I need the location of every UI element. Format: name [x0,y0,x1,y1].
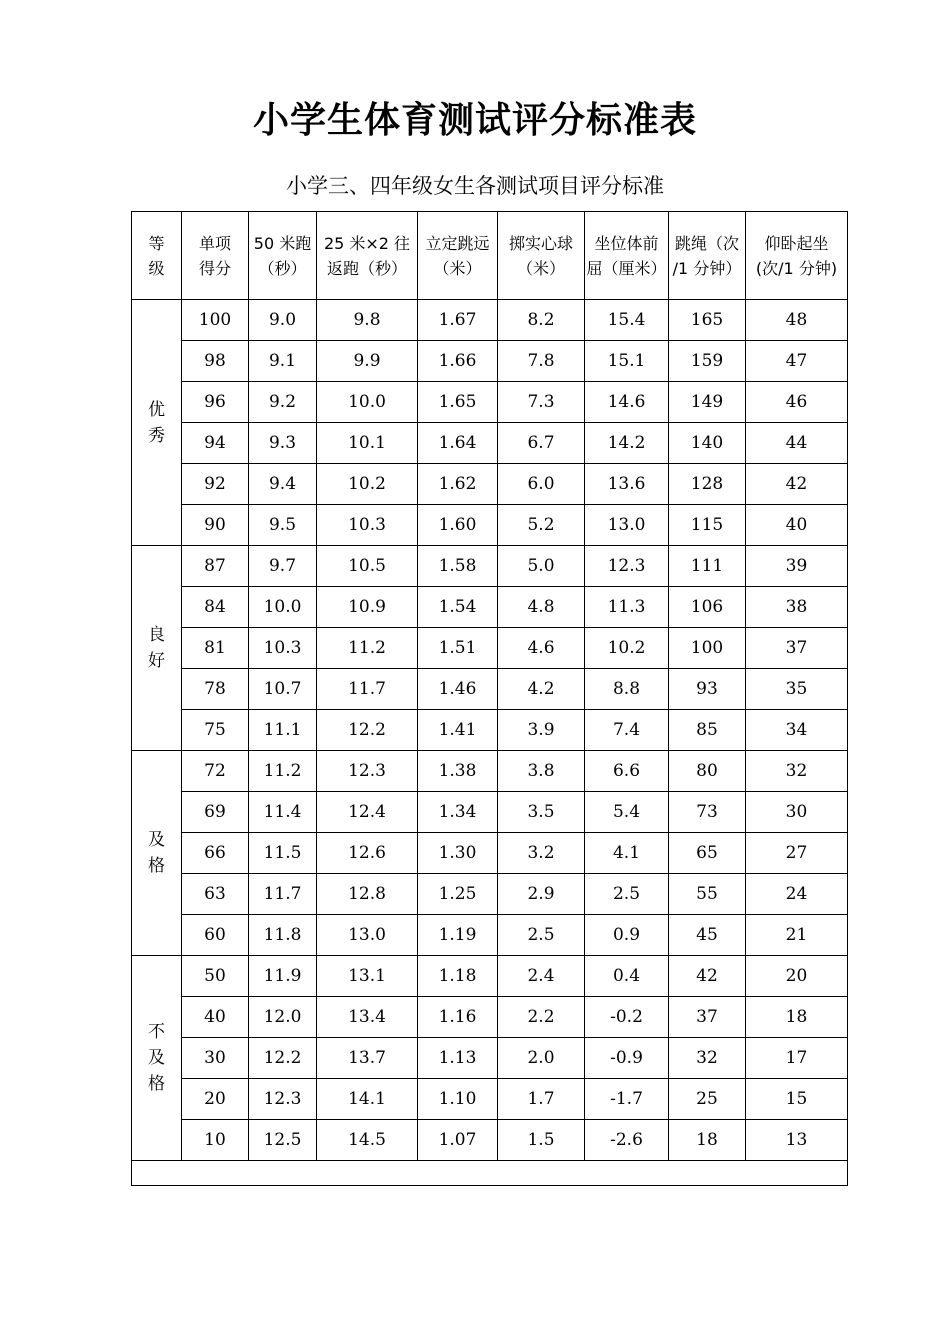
table-row [132,1120,848,1161]
medicine-ball-throw-cell: 3.2 [498,833,585,874]
score-cell: 75 [182,710,249,751]
score-cell: 40 [182,997,249,1038]
grade-label-char: 格 [148,1074,165,1094]
50m-run-cell: 9.1 [249,341,317,382]
jump-rope-cell: 42 [669,956,746,997]
sit-ups-cell: 40 [746,505,848,546]
sit-and-reach-cell: 0.9 [585,915,669,956]
table-row [132,300,848,341]
score-cell: 30 [182,1038,249,1079]
sit-ups-cell: 24 [746,874,848,915]
25mx2-shuttle-cell: 11.7 [317,669,418,710]
sit-ups-cell: 39 [746,546,848,587]
sit-ups-cell: 46 [746,382,848,423]
standing-long-jump-cell: 1.10 [418,1079,498,1120]
score-cell: 20 [182,1079,249,1120]
header-score: 单项 得分 [182,212,249,300]
sit-and-reach-cell: 13.0 [585,505,669,546]
table-row [132,997,848,1038]
score-cell: 60 [182,915,249,956]
score-cell: 92 [182,464,249,505]
table-row [132,792,848,833]
50m-run-cell: 9.3 [249,423,317,464]
25mx2-shuttle-cell: 10.3 [317,505,418,546]
grade-cell [132,751,182,956]
grade-label-char: 及 [148,1048,165,1068]
table-row [132,423,848,464]
jump-rope-cell: 18 [669,1120,746,1161]
score-cell: 78 [182,669,249,710]
page-subtitle: 小学三、四年级女生各测试项目评分标准 [286,174,664,198]
sit-ups-cell: 18 [746,997,848,1038]
jump-rope-cell: 25 [669,1079,746,1120]
sit-and-reach-cell: 14.6 [585,382,669,423]
scoring-table [131,211,848,1186]
standing-long-jump-cell: 1.67 [418,300,498,341]
score-cell: 50 [182,956,249,997]
sit-and-reach-cell: -0.2 [585,997,669,1038]
25mx2-shuttle-cell: 10.5 [317,546,418,587]
25mx2-shuttle-cell: 10.0 [317,382,418,423]
medicine-ball-throw-cell: 2.2 [498,997,585,1038]
standing-long-jump-cell: 1.41 [418,710,498,751]
medicine-ball-throw-cell: 5.0 [498,546,585,587]
jump-rope-cell: 106 [669,587,746,628]
score-cell: 69 [182,792,249,833]
25mx2-shuttle-cell: 10.2 [317,464,418,505]
standing-long-jump-cell: 1.54 [418,587,498,628]
score-cell: 66 [182,833,249,874]
50m-run-cell: 11.9 [249,956,317,997]
jump-rope-cell: 55 [669,874,746,915]
standing-long-jump-cell: 1.58 [418,546,498,587]
25mx2-shuttle-cell: 10.1 [317,423,418,464]
sit-ups-cell: 47 [746,341,848,382]
jump-rope-cell: 111 [669,546,746,587]
table-row [132,1079,848,1120]
grade-label-char: 优 [148,399,165,420]
sit-ups-cell: 21 [746,915,848,956]
sit-ups-cell: 32 [746,751,848,792]
header-grade: 等 级 [132,212,182,300]
25mx2-shuttle-cell: 12.6 [317,833,418,874]
table-row [132,751,848,792]
sit-ups-cell: 20 [746,956,848,997]
header-sit-ups: 仰卧起坐 (次/1 分钟) [746,212,848,300]
standing-long-jump-cell: 1.46 [418,669,498,710]
table-row [132,587,848,628]
header-50m-run: 50 米跑 （秒） [249,212,317,300]
sit-ups-cell: 48 [746,300,848,341]
header-medicine-ball-throw: 掷实心球 （米） [498,212,585,300]
50m-run-cell: 10.0 [249,587,317,628]
medicine-ball-throw-cell: 4.2 [498,669,585,710]
header-sit-and-reach: 坐位体前 屈（厘米） [585,212,669,300]
score-cell: 96 [182,382,249,423]
25mx2-shuttle-cell: 12.2 [317,710,418,751]
score-cell: 87 [182,546,249,587]
25mx2-shuttle-cell: 12.3 [317,751,418,792]
sit-and-reach-cell: 11.3 [585,587,669,628]
medicine-ball-throw-cell: 4.8 [498,587,585,628]
grade-cell [132,956,182,1161]
score-cell: 94 [182,423,249,464]
empty-footer-cell [132,1161,848,1186]
50m-run-cell: 12.0 [249,997,317,1038]
medicine-ball-throw-cell: 3.8 [498,751,585,792]
jump-rope-cell: 140 [669,423,746,464]
medicine-ball-throw-cell: 1.5 [498,1120,585,1161]
25mx2-shuttle-cell: 10.9 [317,587,418,628]
grade-label-char: 秀 [148,425,165,446]
sit-and-reach-cell: 15.1 [585,341,669,382]
score-cell: 81 [182,628,249,669]
jump-rope-cell: 93 [669,669,746,710]
sit-ups-cell: 15 [746,1079,848,1120]
medicine-ball-throw-cell: 8.2 [498,300,585,341]
medicine-ball-throw-cell: 2.5 [498,915,585,956]
table-row [132,1038,848,1079]
standing-long-jump-cell: 1.34 [418,792,498,833]
jump-rope-cell: 80 [669,751,746,792]
sit-and-reach-cell: 14.2 [585,423,669,464]
sit-and-reach-cell: 4.1 [585,833,669,874]
table-row [132,546,848,587]
50m-run-cell: 9.2 [249,382,317,423]
25mx2-shuttle-cell: 14.1 [317,1079,418,1120]
table-row [132,628,848,669]
standing-long-jump-cell: 1.19 [418,915,498,956]
sit-ups-cell: 38 [746,587,848,628]
50m-run-cell: 12.3 [249,1079,317,1120]
sit-ups-cell: 30 [746,792,848,833]
sit-and-reach-cell: 12.3 [585,546,669,587]
25mx2-shuttle-cell: 12.4 [317,792,418,833]
50m-run-cell: 11.8 [249,915,317,956]
50m-run-cell: 9.4 [249,464,317,505]
medicine-ball-throw-cell: 1.7 [498,1079,585,1120]
sit-ups-cell: 42 [746,464,848,505]
jump-rope-cell: 165 [669,300,746,341]
sit-and-reach-cell: 10.2 [585,628,669,669]
standing-long-jump-cell: 1.38 [418,751,498,792]
medicine-ball-throw-cell: 4.6 [498,628,585,669]
standing-long-jump-cell: 1.65 [418,382,498,423]
25mx2-shuttle-cell: 11.2 [317,628,418,669]
standing-long-jump-cell: 1.51 [418,628,498,669]
page-title: 小学生体育测试评分标准表 [252,100,697,141]
standing-long-jump-cell: 1.07 [418,1120,498,1161]
sit-ups-cell: 27 [746,833,848,874]
25mx2-shuttle-cell: 13.1 [317,956,418,997]
grade-label-char: 及 [148,830,165,850]
sit-and-reach-cell: 0.4 [585,956,669,997]
medicine-ball-throw-cell: 2.4 [498,956,585,997]
standing-long-jump-cell: 1.64 [418,423,498,464]
jump-rope-cell: 73 [669,792,746,833]
medicine-ball-throw-cell: 7.3 [498,382,585,423]
sit-and-reach-cell: 5.4 [585,792,669,833]
score-cell: 63 [182,874,249,915]
score-cell: 90 [182,505,249,546]
standing-long-jump-cell: 1.16 [418,997,498,1038]
25mx2-shuttle-cell: 13.7 [317,1038,418,1079]
50m-run-cell: 9.0 [249,300,317,341]
medicine-ball-throw-cell: 2.9 [498,874,585,915]
25mx2-shuttle-cell: 9.9 [317,341,418,382]
standing-long-jump-cell: 1.30 [418,833,498,874]
sit-and-reach-cell: 8.8 [585,669,669,710]
header-standing-long-jump: 立定跳远 （米） [418,212,498,300]
50m-run-cell: 9.7 [249,546,317,587]
sit-and-reach-cell: 13.6 [585,464,669,505]
sit-ups-cell: 13 [746,1120,848,1161]
score-cell: 72 [182,751,249,792]
50m-run-cell: 12.5 [249,1120,317,1161]
medicine-ball-throw-cell: 3.9 [498,710,585,751]
standing-long-jump-cell: 1.25 [418,874,498,915]
table-row [132,833,848,874]
table-row [132,956,848,997]
25mx2-shuttle-cell: 9.8 [317,300,418,341]
50m-run-cell: 11.1 [249,710,317,751]
25mx2-shuttle-cell: 13.4 [317,997,418,1038]
grade-cell [132,546,182,751]
jump-rope-cell: 85 [669,710,746,751]
sit-and-reach-cell: 7.4 [585,710,669,751]
table-row [132,341,848,382]
jump-rope-cell: 100 [669,628,746,669]
50m-run-cell: 11.5 [249,833,317,874]
jump-rope-cell: 159 [669,341,746,382]
medicine-ball-throw-cell: 5.2 [498,505,585,546]
medicine-ball-throw-cell: 2.0 [498,1038,585,1079]
sit-ups-cell: 44 [746,423,848,464]
50m-run-cell: 9.5 [249,505,317,546]
50m-run-cell: 11.7 [249,874,317,915]
table-footer-row [132,1161,848,1186]
jump-rope-cell: 37 [669,997,746,1038]
table-row [132,505,848,546]
standing-long-jump-cell: 1.62 [418,464,498,505]
header-25mx2-shuttle: 25 米×2 往 返跑（秒） [317,212,418,300]
score-cell: 98 [182,341,249,382]
sit-ups-cell: 34 [746,710,848,751]
standing-long-jump-cell: 1.13 [418,1038,498,1079]
grade-label-char: 不 [148,1022,165,1042]
table-row [132,669,848,710]
score-cell: 84 [182,587,249,628]
standing-long-jump-cell: 1.66 [418,341,498,382]
score-cell: 10 [182,1120,249,1161]
medicine-ball-throw-cell: 6.0 [498,464,585,505]
sit-and-reach-cell: 6.6 [585,751,669,792]
50m-run-cell: 11.4 [249,792,317,833]
sit-and-reach-cell: -2.6 [585,1120,669,1161]
jump-rope-cell: 128 [669,464,746,505]
50m-run-cell: 12.2 [249,1038,317,1079]
sit-and-reach-cell: -0.9 [585,1038,669,1079]
50m-run-cell: 10.7 [249,669,317,710]
table-row [132,915,848,956]
sit-and-reach-cell: 15.4 [585,300,669,341]
score-cell: 100 [182,300,249,341]
25mx2-shuttle-cell: 12.8 [317,874,418,915]
jump-rope-cell: 65 [669,833,746,874]
table-row [132,710,848,751]
grade-label-char: 良 [148,625,165,645]
50m-run-cell: 11.2 [249,751,317,792]
sit-ups-cell: 37 [746,628,848,669]
sit-ups-cell: 35 [746,669,848,710]
standing-long-jump-cell: 1.60 [418,505,498,546]
table-header-row [132,212,848,300]
table-row [132,874,848,915]
sit-and-reach-cell: -1.7 [585,1079,669,1120]
medicine-ball-throw-cell: 6.7 [498,423,585,464]
grade-label-char: 格 [148,856,165,876]
standing-long-jump-cell: 1.18 [418,956,498,997]
jump-rope-cell: 115 [669,505,746,546]
jump-rope-cell: 32 [669,1038,746,1079]
medicine-ball-throw-cell: 3.5 [498,792,585,833]
header-jump-rope: 跳绳（次 /1 分钟） [669,212,746,300]
grade-cell [132,300,182,546]
medicine-ball-throw-cell: 7.8 [498,341,585,382]
table-row [132,382,848,423]
jump-rope-cell: 45 [669,915,746,956]
sit-ups-cell: 17 [746,1038,848,1079]
25mx2-shuttle-cell: 13.0 [317,915,418,956]
jump-rope-cell: 149 [669,382,746,423]
sit-and-reach-cell: 2.5 [585,874,669,915]
grade-label-char: 好 [148,651,165,671]
50m-run-cell: 10.3 [249,628,317,669]
25mx2-shuttle-cell: 14.5 [317,1120,418,1161]
table-row [132,464,848,505]
